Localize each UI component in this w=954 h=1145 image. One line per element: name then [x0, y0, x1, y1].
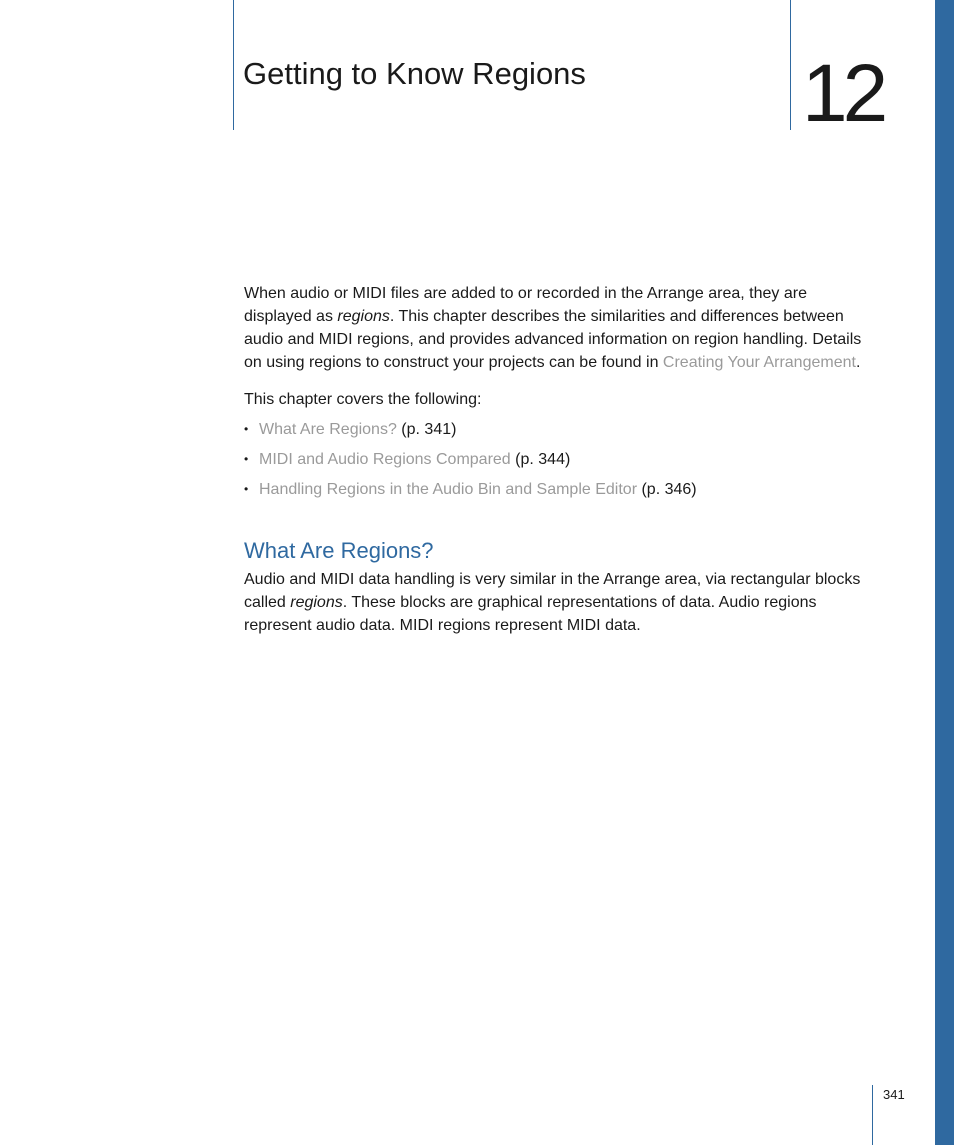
creating-arrangement-link[interactable]: Creating Your Arrangement — [662, 354, 856, 371]
toc-page-ref: (p. 341) — [396, 421, 457, 438]
covers-text: This chapter covers the following: — [244, 391, 482, 408]
footer-rule — [872, 1085, 873, 1145]
section-paragraph — [244, 568, 876, 637]
header-rule-right — [790, 0, 791, 130]
chapter-title: Getting to Know Regions — [243, 56, 586, 91]
intro-term: regions — [337, 308, 390, 325]
toc-link-midi-audio-compared[interactable]: MIDI and Audio Regions Compared — [259, 451, 511, 468]
chapter-toc — [244, 418, 697, 508]
page-number: 341 — [883, 1087, 905, 1102]
toc-link-what-are-regions[interactable]: What Are Regions? — [259, 421, 397, 438]
section-term: regions — [290, 594, 343, 611]
bullet-glyph: • — [244, 452, 249, 466]
intro-text-3: . — [855, 354, 861, 371]
section-text-1: Audio and MIDI data handling is very similar in the Arrange area, via rectangular blocks called — [244, 571, 861, 611]
bullet-glyph: • — [244, 482, 249, 496]
intro-text-1: When audio or MIDI files are added to or recorded in the Arrange area, they are displayed as — [244, 285, 807, 325]
bullet-glyph: • — [244, 422, 249, 436]
toc-link-audio-bin-sample-editor[interactable]: Handling Regions in the Audio Bin and Sample Editor — [259, 481, 638, 498]
toc-page-ref: (p. 344) — [510, 451, 571, 468]
toc-item — [244, 448, 697, 478]
intro-paragraph — [244, 282, 876, 374]
toc-item — [244, 418, 697, 448]
intro-text-2: . This chapter describes the similarities and differences between audio and MIDI regions, and provides advanced information on region handling. Details on using regions to construct your projects can be found in — [244, 308, 862, 371]
section-heading: What Are Regions? — [244, 538, 434, 563]
chapter-number: 12 — [802, 48, 884, 139]
header-rule-left — [233, 0, 234, 130]
side-color-band — [935, 0, 954, 1145]
toc-page-ref: (p. 346) — [637, 481, 697, 498]
section-text-2: . These blocks are graphical representations of data. Audio regions represent audio data. MIDI regions represent MIDI data. — [244, 594, 817, 634]
toc-item — [244, 478, 697, 508]
